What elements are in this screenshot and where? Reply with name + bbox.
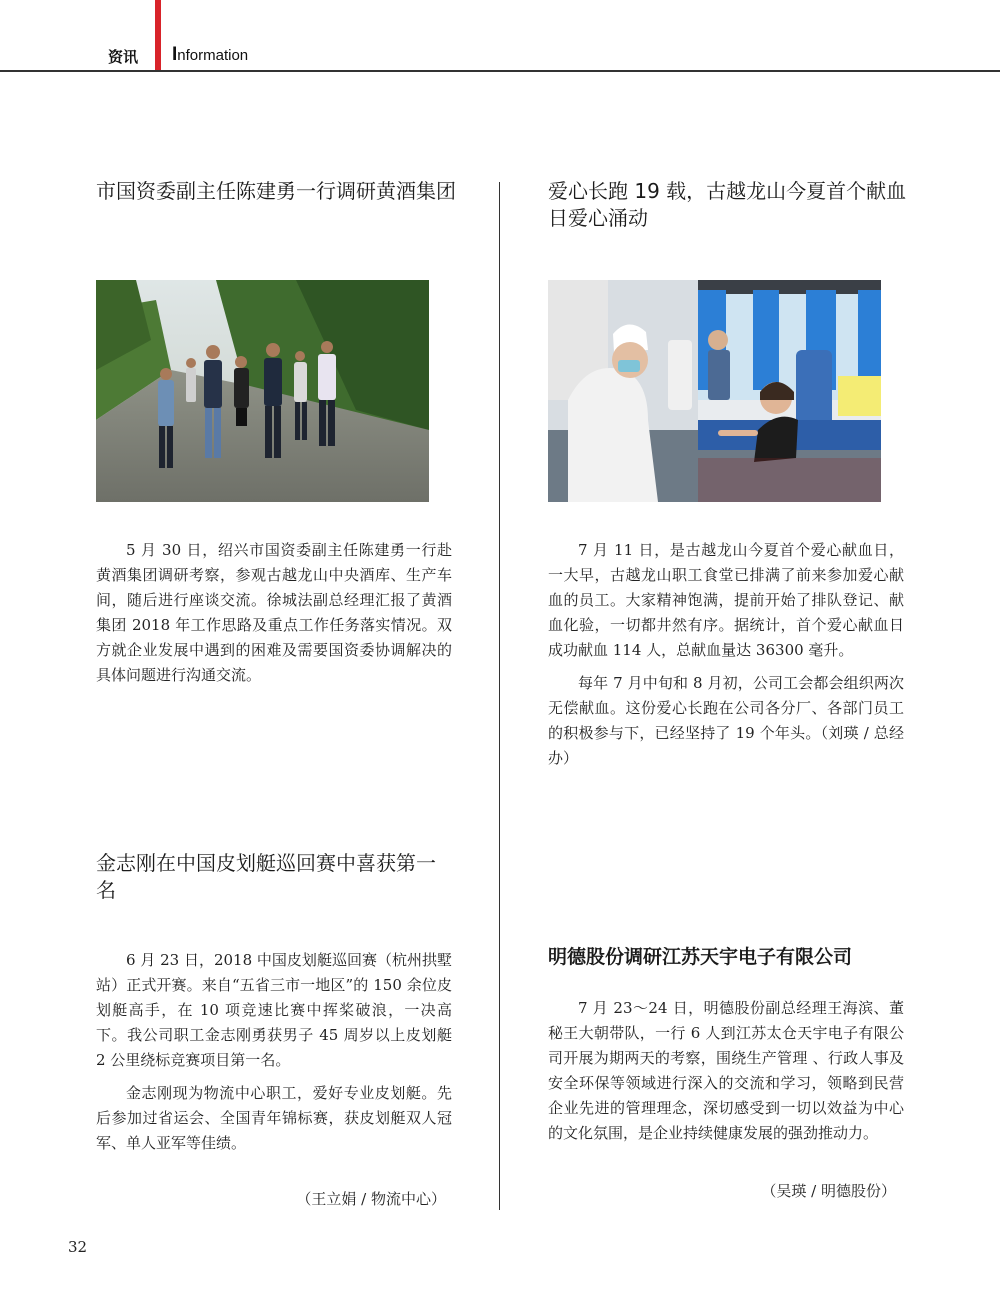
article-4-paragraph: 7 月 23～24 日，明德股份副总经理王海滨、董秘王大朝带队，一行 6 人到江苏太仓天宇电子有限公司开展为期两天的考察，围绕生产管理 、行政人事及安全环保等领域进行深入的交流和学习，领略到民营企业先进的管理理念，深切感受到一切以效益为中心的文化氛围，是企业持续健康发展的强劲推动力。	[548, 999, 904, 1142]
article-2-body	[548, 538, 904, 779]
article-2-title: 爱心长跑 19 载，古越龙山今夏首个献血日爱心涌动	[548, 179, 907, 230]
article-4-credit: （吴瑛 / 明德股份）	[761, 1182, 896, 1200]
article-1-paragraph: 5 月 30 日，绍兴市国资委副主任陈建勇一行赴黄酒集团调研考察，参观古越龙山中央酒库、生产车间，随后进行座谈交流。徐城法副总经理汇报了黄酒集团 2018 年工作思路及重点工作任务落实情况。双方就企业发展中遇到的困难及需要国资委协调解决的具体问题进行沟通交流。	[96, 541, 452, 684]
header-accent-bar	[155, 0, 161, 70]
article-3-paragraph: 6 月 23 日，2018 中国皮划艇巡回赛（杭州拱墅站）正式开赛。来自“五省三市一地区”的 150 余位皮划艇高手，在 10 项竞速比赛中挥桨破浪，一决高下。我公司职工金志刚勇获男子 45 周岁以上皮划艇 2 公里绕标竞赛项目第一名。	[96, 951, 452, 1069]
section-title-en	[172, 44, 249, 65]
article-3-credit: （王立娟 / 物流中心）	[296, 1190, 446, 1208]
article-3-title: 金志刚在中国皮划艇巡回赛中喜获第一名	[96, 851, 436, 902]
article-1-photo	[96, 280, 429, 502]
article-1-body	[96, 538, 452, 696]
page-number: 32	[68, 1238, 88, 1256]
article-3-paragraph: 金志刚现为物流中心职工，爱好专业皮划艇。先后参加过省运会、全国青年锦标赛，获皮划艇双人冠军、单人亚军等佳绩。	[96, 1084, 452, 1152]
article-1-title: 市国资委副主任陈建勇一行调研黄酒集团	[96, 179, 456, 203]
section-title-cn: 资讯	[108, 48, 139, 66]
article-2-photo	[548, 280, 881, 502]
column-divider	[499, 182, 500, 1210]
article-2-paragraph: 每年 7 月中旬和 8 月初，公司工会都会组织两次无偿献血。这份爱心长跑在公司各分厂、各部门员工的积极参与下，已经坚持了 19 个年头。（刘瑛 / 总经办）	[548, 674, 904, 767]
article-2-paragraph: 7 月 11 日，是古越龙山今夏首个爱心献血日，一大早，古越龙山职工食堂已排满了前来参加爱心献血的员工。大家精神饱满，提前开始了排队登记、献血化验，一切都井然有序。据统计，首个爱心献血日成功献血 114 人，总献血量达 36300 毫升。	[548, 541, 904, 659]
article-3-body	[96, 948, 452, 1164]
article-4-body	[548, 996, 904, 1154]
article-4-title: 明德股份调研江苏天宇电子有限公司	[548, 946, 853, 968]
header-rule	[0, 70, 1000, 72]
section-title-en-rest: nformation	[177, 47, 249, 64]
section-title-en-initial: I	[172, 44, 178, 65]
